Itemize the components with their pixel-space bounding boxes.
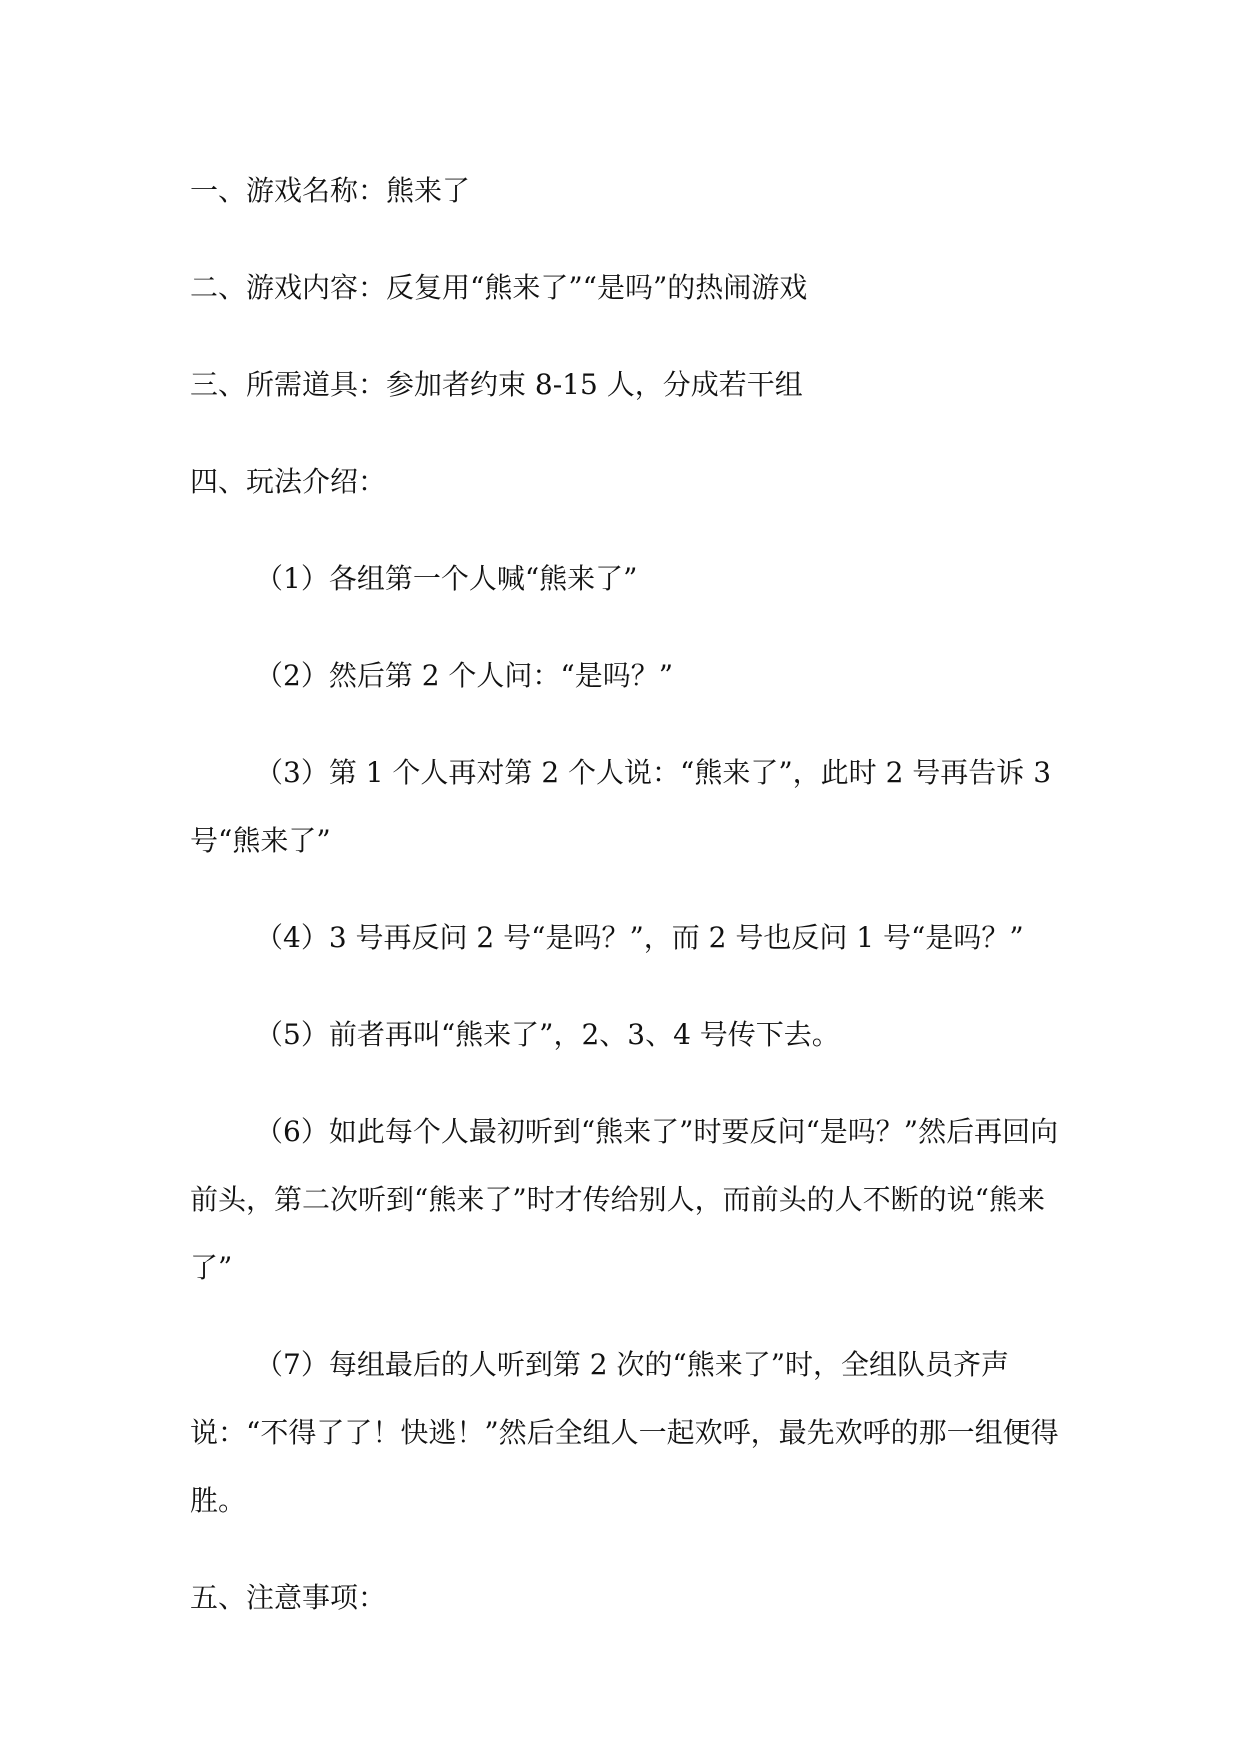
spacer: [190, 710, 1060, 739]
section-how-to-play: 四、玩法介绍：: [190, 465, 387, 498]
step-3: （3）第 1 个人再对第 2 个人说：“熊来了”，此时 2 号再告诉 3 号“熊来了”: [190, 756, 1052, 857]
spacer: [190, 419, 1060, 448]
spacer: [190, 875, 1060, 904]
spacer: [190, 322, 1060, 351]
spacer: [190, 1069, 1060, 1098]
step-1: （1）各组第一个人喊“熊来了”: [255, 562, 638, 595]
spacer: [190, 225, 1060, 254]
step-6: （6）如此每个人最初听到“熊来了”时要反问“是吗？”然后再回向前头，第二次听到“熊来了”时才传给别人，而前头的人不断的说“熊来了”: [190, 1115, 1059, 1284]
section-notes: 五、注意事项：: [190, 1581, 387, 1614]
step-5: （5）前者再叫“熊来了”，2、3、4 号传下去。: [255, 1018, 840, 1051]
spacer: [190, 1535, 1060, 1564]
document-content: [190, 157, 1060, 1632]
section-props: 三、所需道具：参加者约束 8-15 人，分成若干组: [190, 368, 803, 401]
spacer: [190, 1302, 1060, 1331]
step-2: （2）然后第 2 个人问：“是吗？”: [255, 659, 674, 692]
spacer: [190, 972, 1060, 1001]
section-game-name: 一、游戏名称：熊来了: [190, 174, 471, 207]
step-7: （7）每组最后的人听到第 2 次的“熊来了”时，全组队员齐声说：“不得了了！快逃！”然后全组人一起欢呼，最先欢呼的那一组便得胜。: [190, 1348, 1059, 1517]
spacer: [190, 613, 1060, 642]
section-game-content: 二、游戏内容：反复用“熊来了”“是吗”的热闹游戏: [190, 271, 808, 304]
spacer: [190, 516, 1060, 545]
step-4: （4）3 号再反问 2 号“是吗？”，而 2 号也反问 1 号“是吗？”: [255, 921, 1024, 954]
